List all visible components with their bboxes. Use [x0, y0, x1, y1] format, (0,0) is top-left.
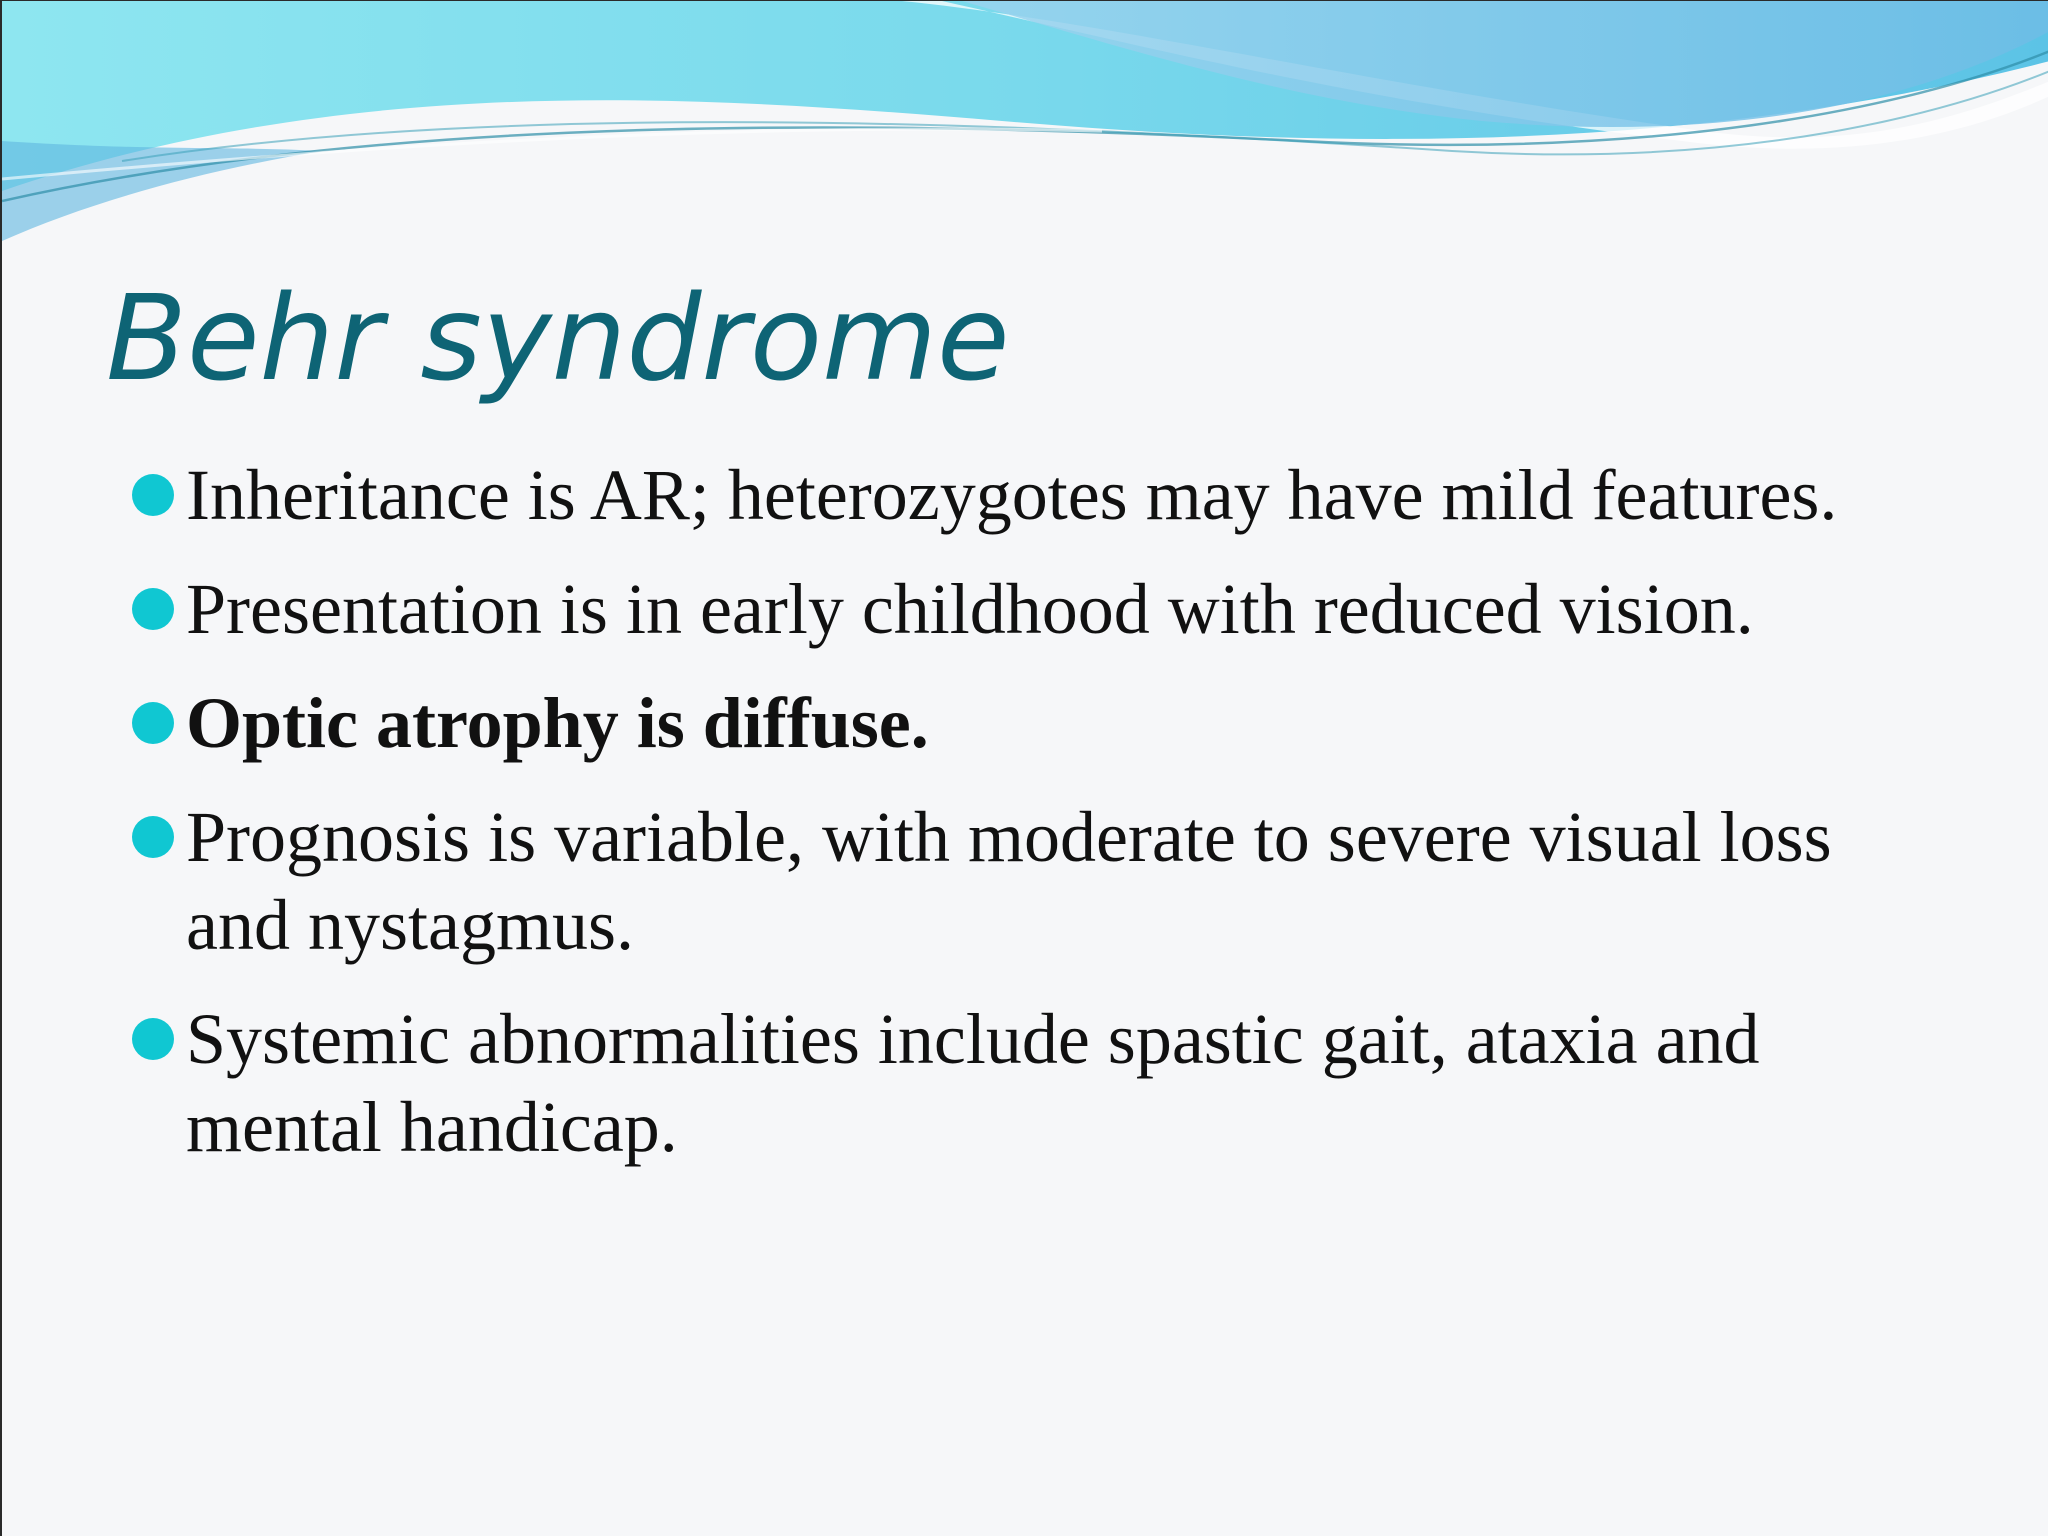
bullet-dot-icon: [132, 588, 174, 630]
bullet-dot-icon: [132, 474, 174, 516]
bullet-text: Optic atrophy is diffuse.: [186, 683, 929, 763]
bullet-item: [130, 793, 1910, 969]
bullet-item: [130, 995, 1910, 1171]
bullet-dot-icon: [132, 702, 174, 744]
bullet-dot-icon: [132, 1018, 174, 1060]
bullet-item: [130, 565, 1910, 653]
bullet-list: [130, 451, 1910, 1197]
bullet-text: Systemic abnormalities include spastic gait, ataxia and mental handicap.: [186, 999, 1760, 1167]
bullet-text: Presentation is in early childhood with reduced vision.: [186, 569, 1754, 649]
bullet-item: [130, 679, 1910, 767]
bullet-dot-icon: [132, 816, 174, 858]
bullet-text: Inheritance is AR; heterozygotes may have mild features.: [186, 455, 1838, 535]
slide-title: Behr syndrome: [106, 269, 1010, 407]
bullet-text: Prognosis is variable, with moderate to severe visual loss and nystagmus.: [186, 797, 1832, 965]
bullet-item: [130, 451, 1910, 539]
decorative-wave-header: [2, 1, 2048, 241]
